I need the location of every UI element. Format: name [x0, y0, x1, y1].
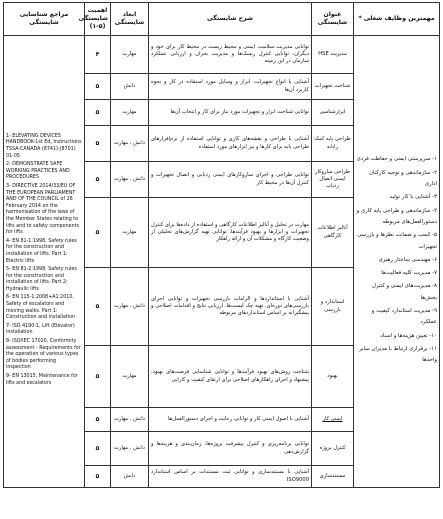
- competency-importance: ۵: [85, 268, 111, 346]
- competency-description: توانایی شناخت ابزار و تجهیزات مورد نیاز برای کار و انتخاب آن‌ها: [149, 100, 312, 126]
- competency-dimension: مهارت: [111, 36, 149, 74]
- competency-dimension: دانش ، مهارت: [111, 126, 149, 162]
- reference-item: 6- EN 115-1:2008+A1:2010, Safety of escalators and moving walks. Part 1: Construction and installation: [6, 295, 76, 321]
- duty-item: ۳- آشنایی با کار تولید: [389, 194, 437, 201]
- competency-dimension: دانش: [111, 466, 149, 488]
- duty-item: ۱۱- برقراری ارتباط با مدیران سایر واحدها: [359, 345, 437, 364]
- header-references: مراجع شناسایی شایستگی: [4, 3, 85, 36]
- reference-item: 8- ISO/IEC 17020, Conformity assessment - Requirements for the operation of various types of bodies performing inspection: [6, 339, 81, 371]
- duty-item: ۱- سرپرستی ایمنی و حفاظت فردی: [356, 156, 437, 163]
- competency-sheet: [3, 2, 439, 516]
- reference-item: 5- EN 81-2:1998, Safety rules for the construction and installation of lifts. Part 2: Hydraulic lifts: [6, 267, 77, 292]
- competency-dimension: دانش ، مهارت: [111, 162, 149, 198]
- header-competency-title: عنوان شایستگی: [312, 3, 354, 36]
- competency-importance: ۵: [85, 466, 111, 488]
- competency-importance: ۴: [85, 36, 111, 74]
- competency-title: کنترل پروژه: [312, 432, 354, 466]
- duty-item: ۷- مدیریت کلیه فعالیت‌ها: [381, 270, 437, 277]
- duty-item: ۹- مدیریت استاندارد کیفیت و عملکرد: [371, 308, 437, 326]
- competency-dimension: دانش ، مهارت: [111, 408, 149, 432]
- reference-item: 4- EN 81-1:1998, Safety rules for the construction and installation of lifts. Part 1: Electric lifts: [6, 238, 77, 264]
- competency-importance: ۵: [85, 74, 111, 100]
- competency-importance: ۵: [85, 100, 111, 126]
- duty-item: ۸- مدیریت‌های ایمنی و کنترل بخش‌ها: [372, 283, 437, 301]
- reference-item: 2- DEMONSTRATE SAFE WORKING PRACTICES AND PROCEDURES: [6, 162, 70, 181]
- competency-title: آنالیز اطلاعات کارگاهی: [312, 198, 354, 268]
- duty-item: ۲- سازماندهی و توجیه کارکنان اداری: [368, 169, 437, 188]
- competency-description: توانایی مدیریت سلامت، ایمنی و محیط زیست در محیط کار برای خود و دیگران، توانایی کنترل ریسک‌ها و مدیریت بحران و ارزیابی عملکرد سازمان در این زمینه: [149, 36, 312, 74]
- header-importance: اهمیت شایستگی (۵-۱): [85, 3, 111, 36]
- competency-description: آشنایی با طراحی و نقشه‌های کاری و توانایی استفاده از نرم‌افزارهای طراحی پایه برای کارها و نیز ابزارهای مورد استفاده: [149, 126, 312, 162]
- header-competency-description: شرح شایستگی: [149, 3, 312, 36]
- header-competency-dimension: ابعاد شایستگی: [111, 3, 149, 36]
- competency-dimension: مهارت: [111, 198, 149, 268]
- competency-title: طراحی سازوکار ایمنی اتصال ردیاب: [312, 162, 354, 198]
- reference-item: 1- ELEVATING DEVICES HANDBOOK-1st Ed, Instructions TSSA-CANADA (8741)-(8701) 01-05: [6, 133, 82, 159]
- duty-item: ۵- کسب و ضمانت نظر‌ها و بازرسی تجهیزات: [357, 232, 437, 250]
- competency-description: آشنایی با انواع تجهیزات، ابزار و وسایل مورد استفاده در کار و نحوه کاربرد آن‌ها: [149, 74, 312, 100]
- competency-dimension: دانش ، مهارت: [111, 268, 149, 346]
- competency-description: توانایی طراحی و اجرای سازوکارهای ایمنی ردیابی و اتصال تجهیزات و کنترل آن‌ها در محیط کار: [149, 162, 312, 198]
- competency-description: آشنایی با مستندسازی و توانایی ثبت مستندات بر اساس استاندارد ISO9000: [149, 466, 312, 488]
- duty-item: ۶- مهندسی ساختار رهبری: [378, 256, 437, 263]
- competency-importance: ۵: [85, 126, 111, 162]
- competency-description: شناخت روش‌های بهبود فرآیندها و توانایی شناسایی فرصت‌های بهبود، پیشنهاد و اجرای راهکارهای اصلاحی برای ارتقای کیفیت و کارایی: [149, 346, 312, 408]
- competency-title: طراحی پایه کمک رایانه: [312, 126, 354, 162]
- table-header-row: [4, 3, 440, 36]
- competency-description: مهارت در تحلیل و آنالیز اطلاعات کارگاهی و استفاده از داده‌ها برای کنترل تجهیزات و ابزارها و بهبود فرآیندها، توانایی تهیه گزارش‌های تحلیلی از وضعیت کارگاه و مشکلات آن و ارائه راهکار: [149, 198, 312, 268]
- competency-description: توانایی برنامه‌ریزی و کنترل پیشرفت پروژه‌ها، زمان‌بندی و هزینه‌ها و گزارش‌دهی: [149, 432, 312, 466]
- competency-dimension: مهارت: [111, 100, 149, 126]
- references-cell: [4, 36, 85, 488]
- competency-dimension: مهارت: [111, 346, 149, 408]
- duty-item: ۴- سازماندهی و طراحی پایه کاری و دستورالعمل‌های مربوطه: [356, 207, 437, 225]
- competency-title: مستندسازی: [312, 466, 354, 488]
- duty-item: ۱۰- تعیین هزینه‌ها و اسناد: [380, 332, 437, 339]
- competency-importance: ۵: [85, 432, 111, 466]
- competency-title: شناخت تجهیزات: [312, 74, 354, 100]
- competency-title: مدیریت HSE: [312, 36, 354, 74]
- competency-title: استاندارد و بازرسی: [312, 268, 354, 346]
- competency-importance: ۵: [85, 408, 111, 432]
- competency-description: آشنایی با استانداردها و الزامات بازرسی تجهیزات و توانایی اجرای بازرسی‌های دوره‌ای، تهیه چک لیست‌ها، ارزیابی نتایج و اقدامات اصلاحی و پیشگیرانه بر اساس استانداردهای مربوطه: [149, 268, 312, 346]
- competency-importance: ۵: [85, 198, 111, 268]
- competency-title: ایمنی کار: [312, 408, 354, 432]
- reference-item: 7- ISO 4190-1, Lift (Elevator) installation: [6, 323, 75, 336]
- competency-importance: ۵: [85, 346, 111, 408]
- competency-title: ابزارشناسی: [312, 100, 354, 126]
- competency-title: بهبود: [312, 346, 354, 408]
- header-duties: مهمترین وظایف شغلی *: [354, 3, 440, 36]
- competency-description: آشنایی با اصول ایمنی کار و توانایی رعایت و اجرای دستورالعمل‌ها: [149, 408, 312, 432]
- table-row: [4, 36, 440, 74]
- duties-cell: [354, 36, 440, 488]
- reference-item: 9- EN 13015, Maintenance for lifts and escalators: [6, 374, 78, 386]
- competency-importance: ۵: [85, 162, 111, 198]
- competency-table: [3, 2, 440, 488]
- competency-dimension: دانش: [111, 74, 149, 100]
- competency-dimension: دانش ، مهارت: [111, 432, 149, 466]
- reference-item: 3- DIRECTIVE 2014/33/EU OF THE EUROPEAN PARLIAMENT AND OF THE COUNCIL of 26 February 2014 on the harmonisation of the laws of the Member States relating to lifts and to safety components for lifts: [6, 183, 80, 236]
